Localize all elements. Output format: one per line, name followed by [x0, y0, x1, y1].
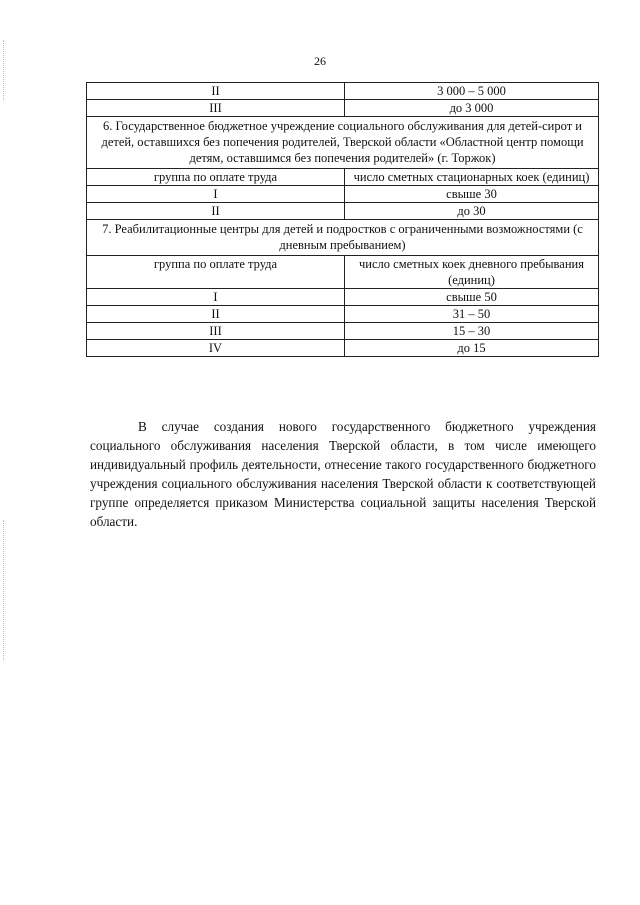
group-cell: III	[87, 100, 345, 117]
value-cell: до 30	[345, 203, 599, 220]
group-cell: I	[87, 289, 345, 306]
column-header-value: число сметных коек дневного пребывания (единиц)	[345, 256, 599, 289]
section-title-row	[87, 117, 599, 169]
closing-paragraph: В случае создания нового государственного бюджетного учреждения социального обслуживания населения Тверской области, в том числе имеющего индивидуальный профиль деятельности, отнесение такого государственного бюджетного учреждения социального обслуживания населения Тверской области к соответствующей группе определяется приказом Министерства социальной защиты населения Тверской области.	[90, 419, 596, 529]
section-title: 7. Реабилитационные центры для детей и подростков с ограниченными возможностями (с дневным пребыванием)	[87, 220, 599, 256]
value-cell: 3 000 – 5 000	[345, 83, 599, 100]
value-cell: до 15	[345, 340, 599, 357]
group-cell: II	[87, 83, 345, 100]
table-row	[87, 340, 599, 357]
scan-margin-mark	[3, 40, 5, 100]
table-row	[87, 83, 599, 100]
value-cell: свыше 50	[345, 289, 599, 306]
section-title-row	[87, 220, 599, 256]
table-row	[87, 306, 599, 323]
column-header-group: группа по оплате труда	[87, 169, 345, 186]
table-row	[87, 289, 599, 306]
table-row	[87, 323, 599, 340]
section-header-row	[87, 169, 599, 186]
scan-margin-mark	[3, 520, 5, 660]
group-cell: II	[87, 203, 345, 220]
page-number: 26	[314, 54, 326, 68]
group-cell: III	[87, 323, 345, 340]
value-cell: 31 – 50	[345, 306, 599, 323]
section-title: 6. Государственное бюджетное учреждение социального обслуживания для детей-сирот и детей, оставшихся без попечения родителей, Тверской области «Областной центр помощи детям, оставшимся без попечения родителей» (г. Торжок)	[87, 117, 599, 169]
value-cell: свыше 30	[345, 186, 599, 203]
group-cell: I	[87, 186, 345, 203]
column-header-group: группа по оплате труда	[87, 256, 345, 289]
table-row	[87, 100, 599, 117]
table-row	[87, 203, 599, 220]
classification-table	[86, 82, 599, 357]
section-header-row	[87, 256, 599, 289]
table-row	[87, 186, 599, 203]
group-cell: IV	[87, 340, 345, 357]
value-cell: 15 – 30	[345, 323, 599, 340]
group-cell: II	[87, 306, 345, 323]
body-text	[90, 417, 596, 531]
column-header-value: число сметных стационарных коек (единиц)	[345, 169, 599, 186]
value-cell: до 3 000	[345, 100, 599, 117]
